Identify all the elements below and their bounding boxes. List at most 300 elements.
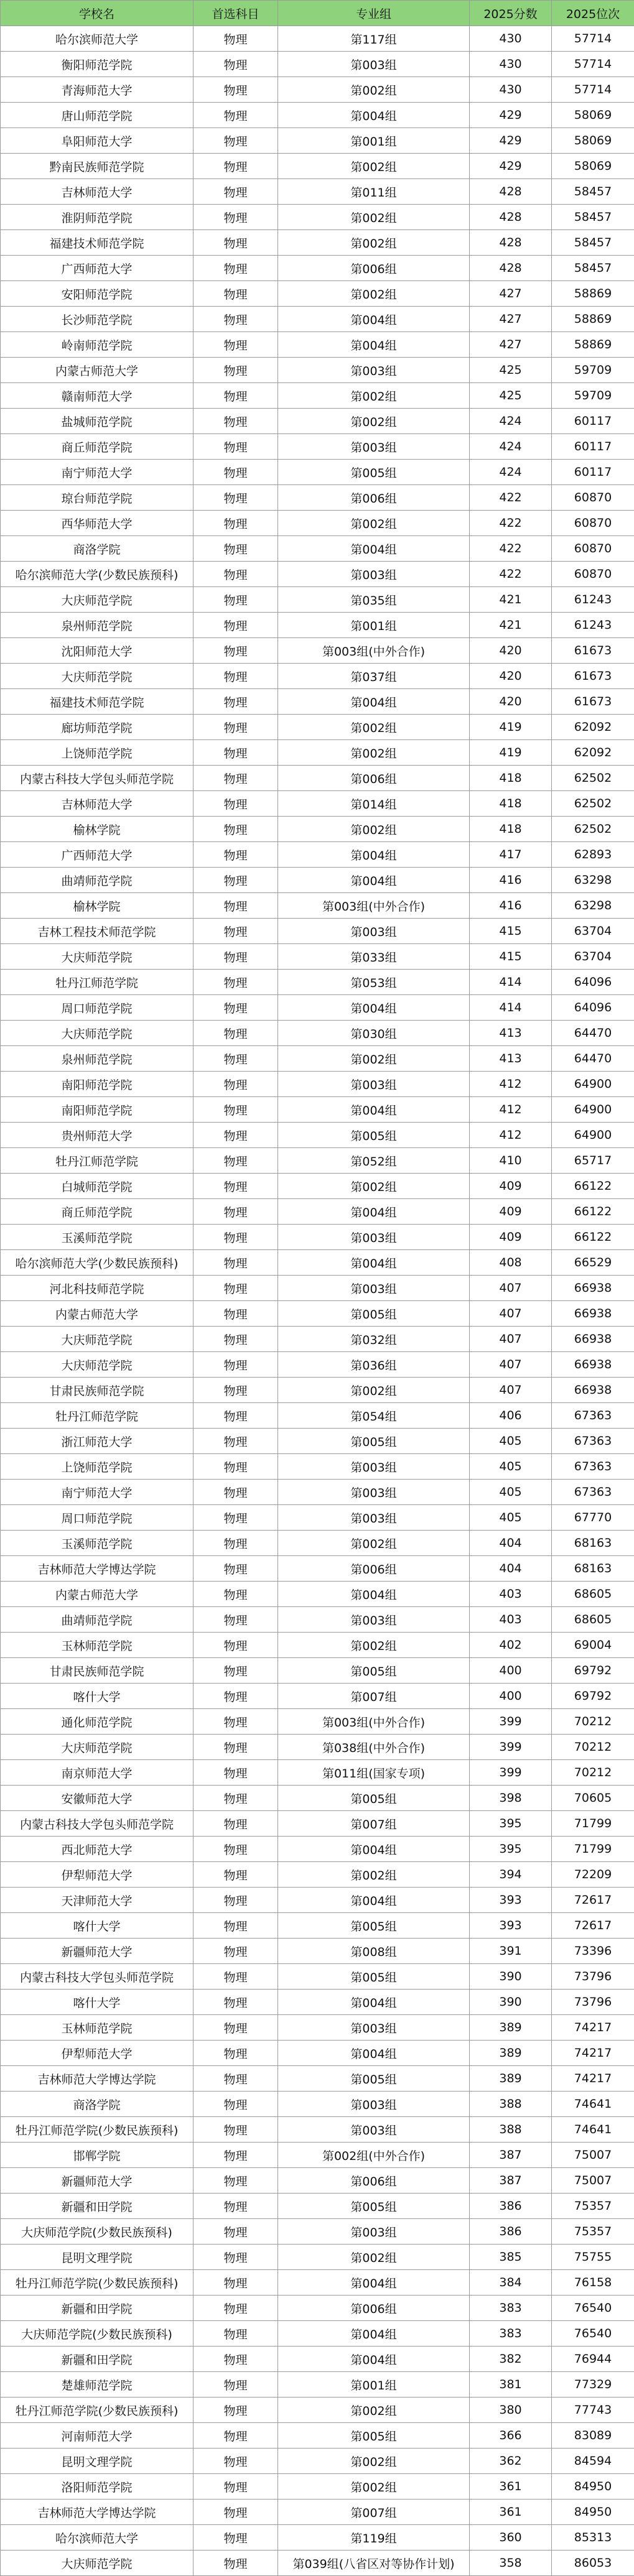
- school-cell: 河北科技师范学院: [1, 1276, 193, 1301]
- rank-cell: 69792: [552, 1658, 634, 1684]
- subject-cell: 物理: [193, 52, 278, 77]
- subject-cell: 物理: [193, 893, 278, 919]
- rank-cell: 60870: [552, 536, 634, 562]
- score-cell: 407: [470, 1378, 552, 1403]
- school-cell: 唐山师范学院: [1, 103, 193, 128]
- subject-cell: 物理: [193, 1454, 278, 1480]
- school-cell: 玉溪师范学院: [1, 1225, 193, 1250]
- group-cell: 第002组: [278, 1378, 470, 1403]
- rank-cell: 62092: [552, 715, 634, 740]
- table-row: [1, 1429, 634, 1454]
- table-row: [1, 995, 634, 1021]
- subject-cell: 物理: [193, 1939, 278, 1964]
- score-cell: 425: [470, 358, 552, 383]
- rank-cell: 74641: [552, 2117, 634, 2143]
- school-cell: 大庆师范学院(少数民族预科): [1, 2321, 193, 2347]
- rank-cell: 73796: [552, 1990, 634, 2015]
- score-cell: 420: [470, 689, 552, 715]
- rank-cell: 63704: [552, 919, 634, 944]
- group-cell: 第004组: [278, 2041, 470, 2066]
- subject-cell: 物理: [193, 1913, 278, 1939]
- rank-cell: 75357: [552, 2219, 634, 2245]
- rank-cell: 70212: [552, 1760, 634, 1786]
- group-cell: 第002组: [278, 511, 470, 536]
- score-cell: 405: [470, 1480, 552, 1505]
- school-cell: 广西师范大学: [1, 256, 193, 281]
- school-cell: 周口师范学院: [1, 995, 193, 1021]
- subject-cell: 物理: [193, 1531, 278, 1556]
- school-cell: 南阳师范学院: [1, 1097, 193, 1123]
- score-cell: 406: [470, 1403, 552, 1429]
- rank-cell: 71799: [552, 1811, 634, 1837]
- school-cell: 黔南民族师范学院: [1, 154, 193, 179]
- school-cell: 贵州师范大学: [1, 1123, 193, 1148]
- table-row: [1, 638, 634, 664]
- table-row: [1, 715, 634, 740]
- group-cell: 第008组: [278, 1939, 470, 1964]
- table-row: [1, 2296, 634, 2321]
- subject-cell: 物理: [193, 1760, 278, 1786]
- rank-cell: 60870: [552, 511, 634, 536]
- table-row: [1, 332, 634, 358]
- score-cell: 430: [470, 52, 552, 77]
- subject-cell: 物理: [193, 179, 278, 205]
- subject-cell: 物理: [193, 715, 278, 740]
- subject-cell: 物理: [193, 2041, 278, 2066]
- subject-cell: 物理: [193, 1658, 278, 1684]
- school-cell: 长沙师范学院: [1, 307, 193, 332]
- school-cell: 商丘师范学院: [1, 1199, 193, 1225]
- subject-cell: 物理: [193, 1837, 278, 1862]
- table-row: [1, 2143, 634, 2168]
- table-row: [1, 77, 634, 103]
- table-row: [1, 1607, 634, 1633]
- rank-cell: 83089: [552, 2423, 634, 2449]
- group-cell: 第004组: [278, 1888, 470, 1913]
- school-cell: 天津师范大学: [1, 1888, 193, 1913]
- subject-cell: 物理: [193, 944, 278, 970]
- group-cell: 第003组: [278, 1607, 470, 1633]
- table-row: [1, 511, 634, 536]
- school-cell: 南宁师范大学: [1, 1480, 193, 1505]
- group-cell: 第004组: [278, 1990, 470, 2015]
- school-cell: 安阳师范学院: [1, 281, 193, 307]
- group-cell: 第119组: [278, 2525, 470, 2551]
- score-cell: 419: [470, 740, 552, 766]
- school-cell: 内蒙古师范大学: [1, 1582, 193, 1607]
- score-cell: 407: [470, 1276, 552, 1301]
- school-cell: 牡丹江师范学院: [1, 1148, 193, 1174]
- group-cell: 第004组: [278, 842, 470, 868]
- group-cell: 第003组: [278, 1225, 470, 1250]
- score-cell: 429: [470, 128, 552, 154]
- school-cell: 大庆师范学院(少数民族预科): [1, 2219, 193, 2245]
- rank-cell: 57714: [552, 26, 634, 52]
- score-cell: 389: [470, 2041, 552, 2066]
- subject-cell: 物理: [193, 230, 278, 256]
- group-cell: 第004组: [278, 689, 470, 715]
- rank-cell: 66938: [552, 1276, 634, 1301]
- subject-cell: 物理: [193, 868, 278, 893]
- score-cell: 394: [470, 1862, 552, 1888]
- group-cell: 第033组: [278, 944, 470, 970]
- subject-cell: 物理: [193, 2347, 278, 2372]
- school-cell: 牡丹江师范学院(少数民族预科): [1, 2398, 193, 2423]
- table-row: [1, 358, 634, 383]
- group-cell: 第006组: [278, 766, 470, 791]
- score-cell: 361: [470, 2500, 552, 2525]
- subject-cell: 物理: [193, 1097, 278, 1123]
- table-row: [1, 868, 634, 893]
- group-cell: 第030组: [278, 1021, 470, 1046]
- table-row: [1, 1072, 634, 1097]
- group-cell: 第002组: [278, 205, 470, 230]
- group-cell: 第005组: [278, 1913, 470, 1939]
- group-cell: 第002组: [278, 281, 470, 307]
- rank-cell: 58869: [552, 332, 634, 358]
- table-row: [1, 1633, 634, 1658]
- table-row: [1, 536, 634, 562]
- school-cell: 南阳师范学院: [1, 1072, 193, 1097]
- subject-cell: 物理: [193, 511, 278, 536]
- rank-cell: 74217: [552, 2015, 634, 2041]
- score-cell: 404: [470, 1556, 552, 1582]
- header-school: 学校名: [1, 1, 193, 26]
- table-row: [1, 383, 634, 409]
- rank-cell: 76944: [552, 2347, 634, 2372]
- school-cell: 大庆师范学院: [1, 587, 193, 613]
- table-row: [1, 1531, 634, 1556]
- school-cell: 河南师范大学: [1, 2423, 193, 2449]
- rank-cell: 69792: [552, 1684, 634, 1709]
- rank-cell: 58869: [552, 307, 634, 332]
- score-cell: 418: [470, 766, 552, 791]
- score-cell: 424: [470, 460, 552, 485]
- school-cell: 衡阳师范学院: [1, 52, 193, 77]
- rank-cell: 58457: [552, 256, 634, 281]
- rank-cell: 67363: [552, 1403, 634, 1429]
- group-cell: 第005组: [278, 1429, 470, 1454]
- table-row: [1, 2551, 634, 2576]
- rank-cell: 58069: [552, 154, 634, 179]
- subject-cell: 物理: [193, 1582, 278, 1607]
- school-cell: 上饶师范学院: [1, 740, 193, 766]
- school-cell: 内蒙古科技大学包头师范学院: [1, 1964, 193, 1990]
- group-cell: 第003组: [278, 1072, 470, 1097]
- group-cell: 第004组: [278, 868, 470, 893]
- rank-cell: 84594: [552, 2449, 634, 2474]
- table-row: [1, 485, 634, 511]
- subject-cell: 物理: [193, 2321, 278, 2347]
- group-cell: 第002组: [278, 230, 470, 256]
- group-cell: 第011组: [278, 179, 470, 205]
- school-cell: 榆林学院: [1, 893, 193, 919]
- school-cell: 大庆师范学院: [1, 664, 193, 689]
- group-cell: 第002组: [278, 2398, 470, 2423]
- group-cell: 第001组: [278, 2372, 470, 2398]
- subject-cell: 物理: [193, 1964, 278, 1990]
- school-cell: 内蒙古科技大学包头师范学院: [1, 766, 193, 791]
- table-row: [1, 1837, 634, 1862]
- rank-cell: 72617: [552, 1913, 634, 1939]
- score-cell: 386: [470, 2219, 552, 2245]
- subject-cell: 物理: [193, 791, 278, 817]
- school-cell: 赣南师范大学: [1, 383, 193, 409]
- table-row: [1, 766, 634, 791]
- rank-cell: 66938: [552, 1378, 634, 1403]
- table-row: [1, 2398, 634, 2423]
- subject-cell: 物理: [193, 2270, 278, 2296]
- subject-cell: 物理: [193, 2015, 278, 2041]
- group-cell: 第036组: [278, 1352, 470, 1378]
- score-cell: 403: [470, 1582, 552, 1607]
- group-cell: 第006组: [278, 2168, 470, 2194]
- school-cell: 曲靖师范学院: [1, 868, 193, 893]
- score-cell: 407: [470, 1301, 552, 1327]
- school-cell: 青海师范大学: [1, 77, 193, 103]
- subject-cell: 物理: [193, 2449, 278, 2474]
- rank-cell: 77743: [552, 2398, 634, 2423]
- school-cell: 吉林师范大学博达学院: [1, 2500, 193, 2525]
- table-row: [1, 2066, 634, 2092]
- school-cell: 内蒙古师范大学: [1, 1301, 193, 1327]
- table-row: [1, 970, 634, 995]
- table-row: [1, 1174, 634, 1199]
- table-body: [1, 26, 634, 2576]
- table-row: [1, 1021, 634, 1046]
- school-cell: 南京师范大学: [1, 1760, 193, 1786]
- table-row: [1, 1250, 634, 1276]
- rank-cell: 68163: [552, 1556, 634, 1582]
- school-cell: 大庆师范学院: [1, 944, 193, 970]
- score-cell: 366: [470, 2423, 552, 2449]
- school-cell: 岭南师范学院: [1, 332, 193, 358]
- subject-cell: 物理: [193, 434, 278, 460]
- group-cell: 第003组: [278, 562, 470, 587]
- table-row: [1, 2041, 634, 2066]
- group-cell: 第004组: [278, 1582, 470, 1607]
- school-cell: 西华师范大学: [1, 511, 193, 536]
- table-row: [1, 1505, 634, 1531]
- table-row: [1, 1786, 634, 1811]
- school-cell: 喀什大学: [1, 1684, 193, 1709]
- group-cell: 第002组: [278, 1174, 470, 1199]
- subject-cell: 物理: [193, 128, 278, 154]
- score-cell: 385: [470, 2245, 552, 2270]
- subject-cell: 物理: [193, 2168, 278, 2194]
- subject-cell: 物理: [193, 1403, 278, 1429]
- rank-cell: 58457: [552, 179, 634, 205]
- rank-cell: 70212: [552, 1735, 634, 1760]
- rank-cell: 66122: [552, 1199, 634, 1225]
- group-cell: 第032组: [278, 1327, 470, 1352]
- score-cell: 407: [470, 1327, 552, 1352]
- school-cell: 福建技术师范学院: [1, 689, 193, 715]
- rank-cell: 65717: [552, 1148, 634, 1174]
- rank-cell: 66938: [552, 1301, 634, 1327]
- score-cell: 412: [470, 1123, 552, 1148]
- rank-cell: 85313: [552, 2525, 634, 2551]
- subject-cell: 物理: [193, 2066, 278, 2092]
- score-cell: 415: [470, 944, 552, 970]
- school-cell: 吉林师范大学博达学院: [1, 1556, 193, 1582]
- score-cell: 358: [470, 2551, 552, 2576]
- score-cell: 409: [470, 1225, 552, 1250]
- group-cell: 第004组: [278, 332, 470, 358]
- rank-cell: 75357: [552, 2194, 634, 2219]
- score-cell: 427: [470, 281, 552, 307]
- rank-cell: 63298: [552, 893, 634, 919]
- school-cell: 泉州师范学院: [1, 613, 193, 638]
- table-row: [1, 2525, 634, 2551]
- group-cell: 第002组: [278, 1531, 470, 1556]
- group-cell: 第004组: [278, 2347, 470, 2372]
- subject-cell: 物理: [193, 2474, 278, 2500]
- score-cell: 391: [470, 1939, 552, 1964]
- group-cell: 第006组: [278, 2296, 470, 2321]
- subject-cell: 物理: [193, 1046, 278, 1072]
- score-cell: 400: [470, 1684, 552, 1709]
- rank-cell: 68605: [552, 1607, 634, 1633]
- score-cell: 389: [470, 2015, 552, 2041]
- rank-cell: 76158: [552, 2270, 634, 2296]
- school-cell: 琼台师范学院: [1, 485, 193, 511]
- group-cell: 第002组: [278, 2449, 470, 2474]
- table-row: [1, 2245, 634, 2270]
- table-row: [1, 1378, 634, 1403]
- score-cell: 428: [470, 179, 552, 205]
- subject-cell: 物理: [193, 817, 278, 842]
- rank-cell: 62092: [552, 740, 634, 766]
- subject-cell: 物理: [193, 1811, 278, 1837]
- school-cell: 商洛学院: [1, 536, 193, 562]
- subject-cell: 物理: [193, 613, 278, 638]
- rank-cell: 66122: [552, 1225, 634, 1250]
- group-cell: 第002组: [278, 817, 470, 842]
- score-cell: 390: [470, 1990, 552, 2015]
- group-cell: 第004组: [278, 1837, 470, 1862]
- rank-cell: 72617: [552, 1888, 634, 1913]
- school-cell: 牡丹江师范学院: [1, 970, 193, 995]
- score-cell: 360: [470, 2525, 552, 2551]
- score-cell: 422: [470, 536, 552, 562]
- group-cell: 第003组: [278, 2219, 470, 2245]
- group-cell: 第003组: [278, 2015, 470, 2041]
- header-subject: 首选科目: [193, 1, 278, 26]
- subject-cell: 物理: [193, 103, 278, 128]
- school-cell: 哈尔滨师范大学(少数民族预科): [1, 562, 193, 587]
- table-row: [1, 2321, 634, 2347]
- rank-cell: 76540: [552, 2296, 634, 2321]
- school-cell: 大庆师范学院: [1, 1735, 193, 1760]
- subject-cell: 物理: [193, 664, 278, 689]
- subject-cell: 物理: [193, 1556, 278, 1582]
- score-cell: 412: [470, 1072, 552, 1097]
- score-cell: 413: [470, 1046, 552, 1072]
- group-cell: 第005组: [278, 1123, 470, 1148]
- score-cell: 416: [470, 893, 552, 919]
- score-cell: 427: [470, 332, 552, 358]
- rank-cell: 58457: [552, 230, 634, 256]
- table-row: [1, 2270, 634, 2296]
- rank-cell: 74217: [552, 2066, 634, 2092]
- score-cell: 422: [470, 511, 552, 536]
- group-cell: 第002组: [278, 1862, 470, 1888]
- group-cell: 第052组: [278, 1148, 470, 1174]
- table-row: [1, 1811, 634, 1837]
- table-row: [1, 2500, 634, 2525]
- table-row: [1, 230, 634, 256]
- subject-cell: 物理: [193, 1327, 278, 1352]
- group-cell: 第004组: [278, 995, 470, 1021]
- school-cell: 上饶师范学院: [1, 1454, 193, 1480]
- group-cell: 第005组: [278, 460, 470, 485]
- rank-cell: 77329: [552, 2372, 634, 2398]
- school-cell: 福建技术师范学院: [1, 230, 193, 256]
- table-row: [1, 587, 634, 613]
- rank-cell: 58869: [552, 281, 634, 307]
- rank-cell: 66938: [552, 1352, 634, 1378]
- rank-cell: 75007: [552, 2143, 634, 2168]
- rank-cell: 61673: [552, 664, 634, 689]
- school-cell: 周口师范学院: [1, 1505, 193, 1531]
- subject-cell: 物理: [193, 1250, 278, 1276]
- score-cell: 409: [470, 1199, 552, 1225]
- rank-cell: 62502: [552, 766, 634, 791]
- group-cell: 第014组: [278, 791, 470, 817]
- group-cell: 第002组: [278, 383, 470, 409]
- rank-cell: 64900: [552, 1123, 634, 1148]
- subject-cell: 物理: [193, 1607, 278, 1633]
- subject-cell: 物理: [193, 256, 278, 281]
- school-cell: 阜阳师范大学: [1, 128, 193, 154]
- rank-cell: 61673: [552, 638, 634, 664]
- score-cell: 383: [470, 2296, 552, 2321]
- subject-cell: 物理: [193, 485, 278, 511]
- group-cell: 第038组(中外合作): [278, 1735, 470, 1760]
- score-cell: 393: [470, 1913, 552, 1939]
- group-cell: 第007组: [278, 1811, 470, 1837]
- score-cell: 395: [470, 1837, 552, 1862]
- subject-cell: 物理: [193, 1352, 278, 1378]
- rank-cell: 68163: [552, 1531, 634, 1556]
- subject-cell: 物理: [193, 1276, 278, 1301]
- score-cell: 361: [470, 2474, 552, 2500]
- score-cell: 380: [470, 2398, 552, 2423]
- score-cell: 407: [470, 1352, 552, 1378]
- group-cell: 第053组: [278, 970, 470, 995]
- rank-cell: 67363: [552, 1454, 634, 1480]
- group-cell: 第006组: [278, 1556, 470, 1582]
- score-cell: 414: [470, 970, 552, 995]
- rank-cell: 60117: [552, 409, 634, 434]
- table-row: [1, 1582, 634, 1607]
- group-cell: 第002组: [278, 1633, 470, 1658]
- table-row: [1, 307, 634, 332]
- subject-cell: 物理: [193, 2398, 278, 2423]
- table-row: [1, 817, 634, 842]
- subject-cell: 物理: [193, 1735, 278, 1760]
- table-row: [1, 1684, 634, 1709]
- subject-cell: 物理: [193, 2143, 278, 2168]
- score-cell: 387: [470, 2168, 552, 2194]
- group-cell: 第002组: [278, 154, 470, 179]
- group-cell: 第004组: [278, 307, 470, 332]
- table-row: [1, 1403, 634, 1429]
- rank-cell: 66529: [552, 1250, 634, 1276]
- group-cell: 第007组: [278, 1684, 470, 1709]
- score-cell: 421: [470, 613, 552, 638]
